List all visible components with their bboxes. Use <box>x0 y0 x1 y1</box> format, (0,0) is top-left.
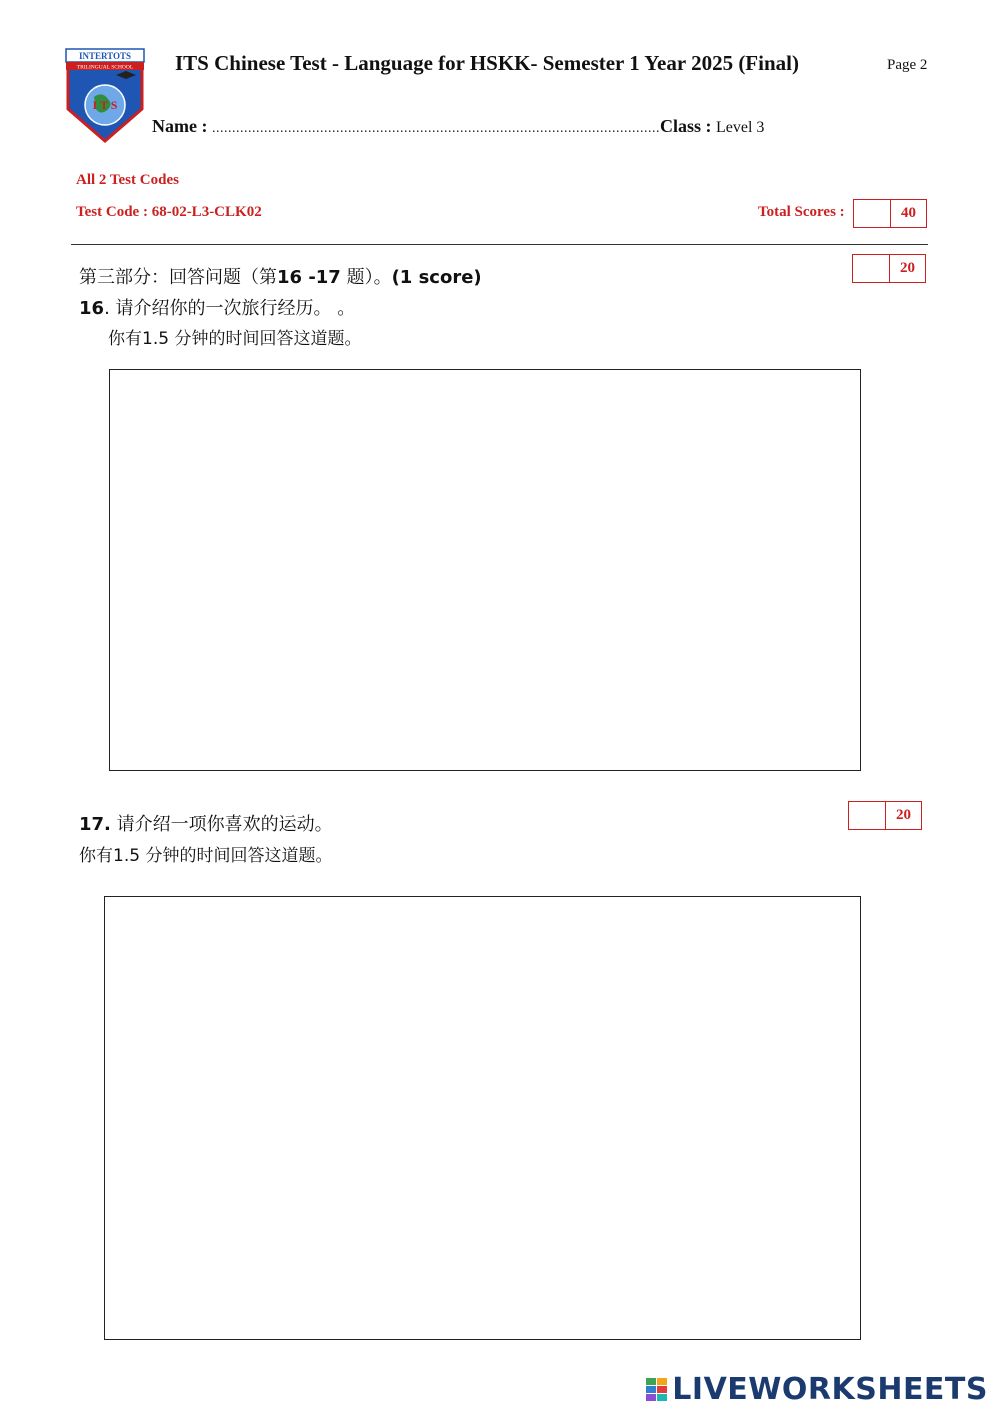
test-code: Test Code : 68-02-L3-CLK02 <box>76 204 262 220</box>
section-score-value: 20 <box>900 260 915 276</box>
question-17-score-box <box>848 801 922 830</box>
question-number: 16 <box>79 298 105 319</box>
section-score-input[interactable] <box>853 255 890 282</box>
logo-letters: I T S <box>92 98 118 112</box>
question-prompt: 请介绍一项你喜欢的运动。 <box>110 814 333 835</box>
name-field[interactable]: ................................................................................................................ <box>211 121 660 136</box>
question-number: 17. <box>79 814 111 835</box>
total-score-value: 40 <box>901 205 916 221</box>
question-prompt: . 请介绍你的一次旅行经历。 。 <box>104 298 356 319</box>
total-score-box <box>853 199 927 228</box>
answer-box-17[interactable] <box>104 896 861 1340</box>
question-17 <box>79 810 333 836</box>
question-16 <box>79 294 355 320</box>
test-title: ITS Chinese Test - Language for HSKK- Semester 1 Year 2025 (Final) <box>175 51 799 75</box>
name-class-line <box>152 116 912 137</box>
answer-box-16[interactable] <box>109 369 861 771</box>
page-number: Page 2 <box>887 57 928 73</box>
section-heading-score: (1 score) <box>391 267 482 288</box>
logo-subtext: TRILINGUAL SCHOOL <box>76 64 134 71</box>
section-heading <box>79 263 482 289</box>
liveworksheets-text: LIVEWORKSHEETS <box>672 1372 988 1407</box>
logo-text: INTERTOTS <box>78 51 132 61</box>
all-test-codes: All 2 Test Codes <box>76 172 179 188</box>
total-score-input[interactable] <box>854 200 891 227</box>
header-divider <box>71 244 928 245</box>
question-17-time-note: 你有1.5 分钟的时间回答这道题。 <box>79 846 333 866</box>
name-label: Name : <box>152 116 208 136</box>
liveworksheets-logo-icon <box>646 1378 668 1402</box>
school-logo <box>64 47 146 145</box>
question-17-score-value: 20 <box>896 807 911 823</box>
section-heading-range: 16 -17 <box>277 267 341 288</box>
class-label: Class : <box>659 116 712 136</box>
total-scores-label: Total Scores : <box>758 204 845 220</box>
liveworksheets-brand <box>646 1372 988 1407</box>
section-score-box <box>852 254 926 283</box>
question-17-score-input[interactable] <box>849 802 886 829</box>
section-heading-text: 第三部分：回答问题（第 <box>79 267 277 288</box>
class-value: Level 3 <box>716 119 765 136</box>
section-heading-text-end: 题）。 <box>340 267 392 288</box>
question-16-time-note: 你有1.5 分钟的时间回答这道题。 <box>108 329 362 349</box>
